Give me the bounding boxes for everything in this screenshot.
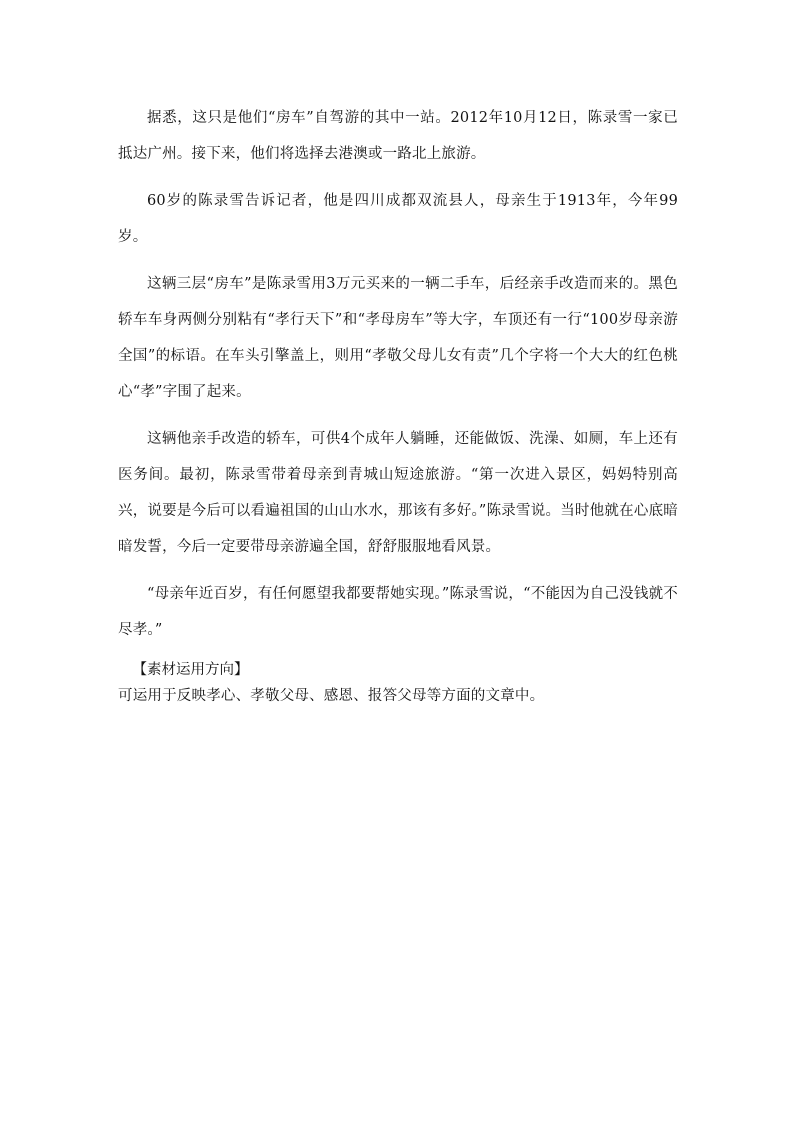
usage-text: 可运用于反映孝心、孝敬父母、感恩、报答父母等方面的文章中。 [118,688,545,704]
paragraph-rv-description: 这辆三层“房车”是陈录雪用3万元买来的一辆二手车，后经亲手改造而来的。黑色轿车车身两侧分别粘有“孝行天下”和“孝母房车”等大字，车顶还有一行“100岁母亲游全国”的标语。在车头引擎盖上，则用“孝敬父母儿女有责”几个字将一个大大的红色桃心“孝”字围了起来。 [118,276,678,400]
paragraph-quote: “母亲年近百岁，有任何愿望我都要帮她实现。”陈录雪说，“不能因为自己没钱就不尽孝。” [118,586,678,638]
paragraph-modified-car: 这辆他亲手改造的轿车，可供4个成年人躺睡，还能做饭、洗澡、如厕，车上还有医务间。最初，陈录雪带着母亲到青城山短途旅游。“第一次进入景区，妈妈特别高兴，说要是今后可以看遍祖国的山山水水，那该有多好。”陈录雪说。当时他就在心底暗暗发誓，今后一定要带母亲游遍全国，舒舒服服地看风景。 [118,431,678,555]
article-body [118,100,678,707]
paragraph-arrival: 据悉，这只是他们“房车”自驾游的其中一站。2012年10月12日，陈录雪一家已抵达广州。接下来，他们将选择去港澳或一路北上旅游。 [118,110,678,162]
usage-heading: 【素材运用方向】 [132,662,249,678]
paragraph-age: 60岁的陈录雪告诉记者，他是四川成都双流县人，母亲生于1913年，今年99岁。 [118,193,678,245]
